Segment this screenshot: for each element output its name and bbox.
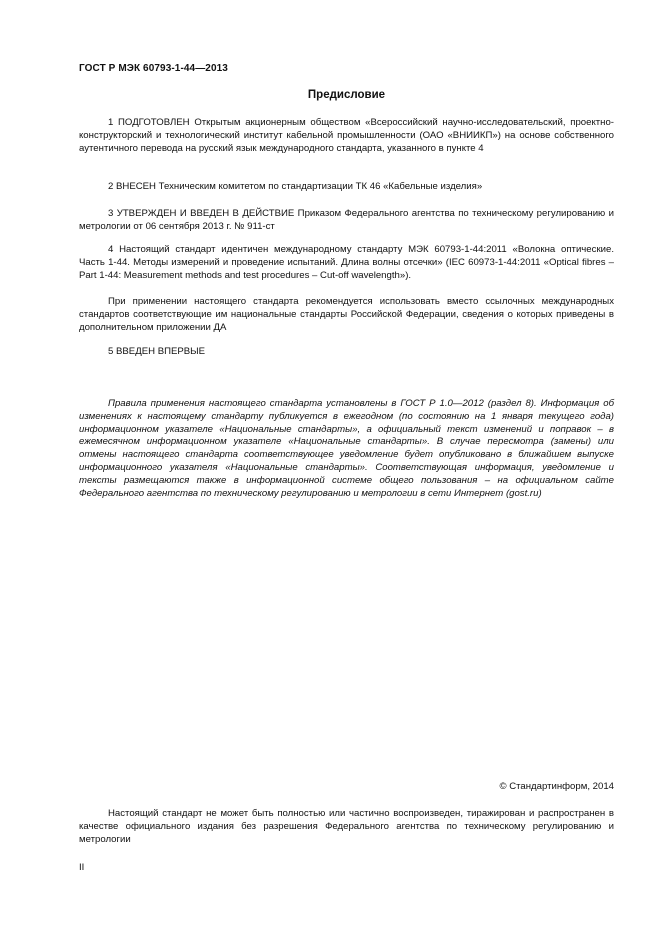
paragraph-identical-standard: 4 Настоящий стандарт идентичен международному стандарту МЭК 60793-1-44:2011 «Волокна оптические. Часть 1-44. Методы измерений и проведение испытаний. Длина волны отсечки» (IEC 60973-1-44:2011 «Optical fibres – Part 1-44: Measurement methods and test procedures – Cut-off wavelength»). [79, 244, 614, 281]
paragraph-submitted-by: 2 ВНЕСЕН Техническим комитетом по стандартизации ТК 46 «Кабельные изделия» [108, 181, 483, 192]
paragraph-introduced-first: 5 ВВЕДЕН ВПЕРВЫЕ [108, 346, 206, 357]
copyright-line: © Стандартинформ, 2014 [499, 781, 614, 792]
standard-code-header: ГОСТ Р МЭК 60793-1-44—2013 [79, 63, 228, 74]
paragraph-approved: 3 УТВЕРЖДЕН И ВВЕДЕН В ДЕЙСТВИЕ Приказом Федерального агентства по техническому регулированию и метрологии от 06 сентября 2013 г. № 911-ст [79, 208, 614, 232]
paragraph-reference-note: При применении настоящего стандарта рекомендуется использовать вместо ссылочных международных стандартов соответствующие им национальные стандарты Российской Федерации, сведения о которых приведены в дополнительном приложении ДА [79, 296, 614, 333]
rules-notice: Правила применения настоящего стандарта установлены в ГОСТ Р 1.0—2012 (раздел 8). Информация об изменениях к настоящему стандарту публикуется в ежегодном (по состоянию на 1 января текущего года) информационном указателе «Национальные стандарты», а официальный текст изменений и поправок – в ежемесячном информационном указателе «Национальные стандарты». В случае пересмотра (замены) или отмены настоящего стандарта соответствующее уведомление будет опубликовано в ближайшем выпуске информационного указателя «Национальные стандарты». Соответствующая информация, уведомление и тексты размещаются также в информационной системе общего пользования – на официальном сайте Федерального агентства по техническому регулированию и метрологии в сети Интернет (gost.ru) [79, 398, 614, 499]
page-title: Предисловие [307, 89, 386, 101]
reproduction-notice: Настоящий стандарт не может быть полностью или частично воспроизведен, тиражирован и распространен в качестве официального издания без разрешения Федерального агентства по техническому регулированию и метрологии [79, 808, 614, 845]
page-number: II [79, 862, 85, 873]
paragraph-prepared-by: 1 ПОДГОТОВЛЕН Открытым акционерным обществом «Всероссийский научно-исследовательский, проектно-конструкторский и технологический институт кабельной промышленности (ОАО «ВНИИКП») на основе собственного аутентичного перевода на русский язык международного стандарта, указанного в пункте 4 [79, 117, 614, 154]
